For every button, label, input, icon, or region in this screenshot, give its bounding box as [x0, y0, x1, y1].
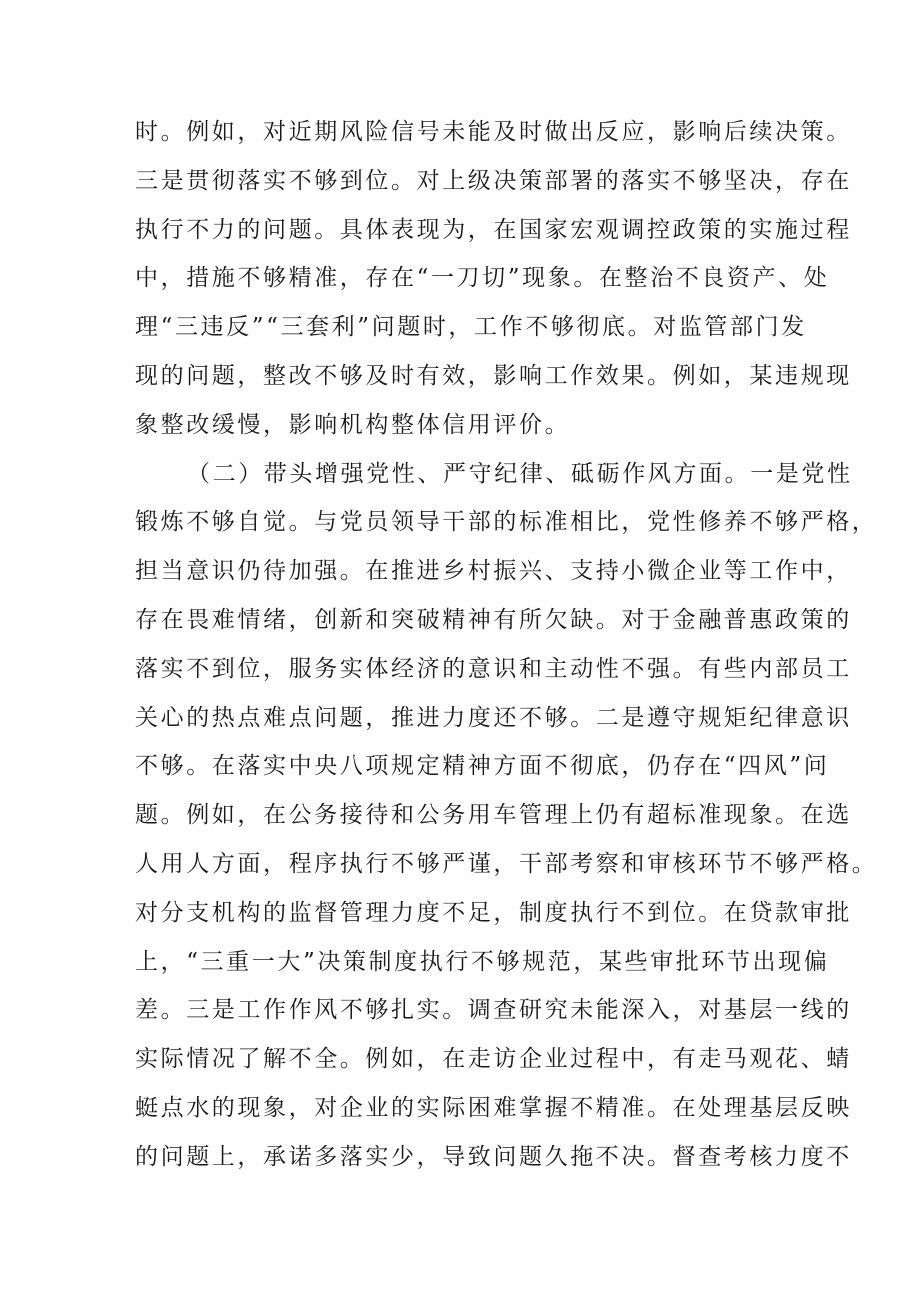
- text-line: 象整改缓慢，影响机构整体信用评价。: [135, 411, 571, 438]
- text-line: 关心的热点难点问题，推进力度还不够。二是遵守规矩纪律意识: [135, 704, 852, 731]
- text-line: 锻炼不够自觉。与党员领导干部的标准相比，党性修养不够严格，: [135, 509, 878, 536]
- text-line: 差。三是工作作风不够扎实。调查研究未能深入，对基层一线的: [135, 997, 852, 1024]
- text-line: 理“三违反”“三套利”问题时，工作不够彻底。对监管部门发: [135, 314, 807, 341]
- document-body: [135, 108, 878, 1182]
- text-line: 落实不到位，服务实体经济的意识和主动性不强。有些内部员工: [135, 655, 852, 682]
- text-line: 的问题上，承诺多落实少，导致问题久拖不决。督查考核力度不: [135, 1143, 852, 1170]
- text-line: 现的问题，整改不够及时有效，影响工作效果。例如，某违规现: [135, 362, 852, 389]
- text-line: 实际情况了解不全。例如，在走访企业过程中，有走马观花、蜻: [135, 1046, 852, 1073]
- text-line: 执行不力的问题。具体表现为，在国家宏观调控政策的实施过程: [135, 216, 852, 243]
- text-line: 蜓点水的现象，对企业的实际困难掌握不精准。在处理基层反映: [135, 1094, 852, 1121]
- text-line: 上，“三重一大”决策制度执行不够规范，某些审批环节出现偏: [135, 948, 830, 975]
- text-line: 对分支机构的监督管理力度不足，制度执行不到位。在贷款审批: [135, 899, 852, 926]
- text-line: 人用人方面，程序执行不够严谨，干部考察和审核环节不够严格。: [135, 850, 878, 877]
- section-heading-line: （二）带头增强党性、严守纪律、砥砺作风方面。一是党性: [187, 460, 853, 487]
- text-line: 不够。在落实中央八项规定精神方面不彻底，仍存在“四风”问: [135, 753, 830, 780]
- text-line: 时。例如，对近期风险信号未能及时做出反应，影响后续决策。: [135, 119, 852, 145]
- text-line: 存在畏难情绪，创新和突破精神有所欠缺。对于金融普惠政策的: [135, 606, 852, 633]
- text-line: 题。例如，在公务接待和公务用车管理上仍有超标准现象。在选: [135, 802, 852, 829]
- text-line: 中，措施不够精准，存在“一刀切”现象。在整治不良资产、处: [135, 265, 830, 292]
- text-line: 三是贯彻落实不够到位。对上级决策部署的落实不够坚决，存在: [135, 167, 852, 194]
- text-line: 担当意识仍待加强。在推进乡村振兴、支持小微企业等工作中，: [135, 558, 852, 585]
